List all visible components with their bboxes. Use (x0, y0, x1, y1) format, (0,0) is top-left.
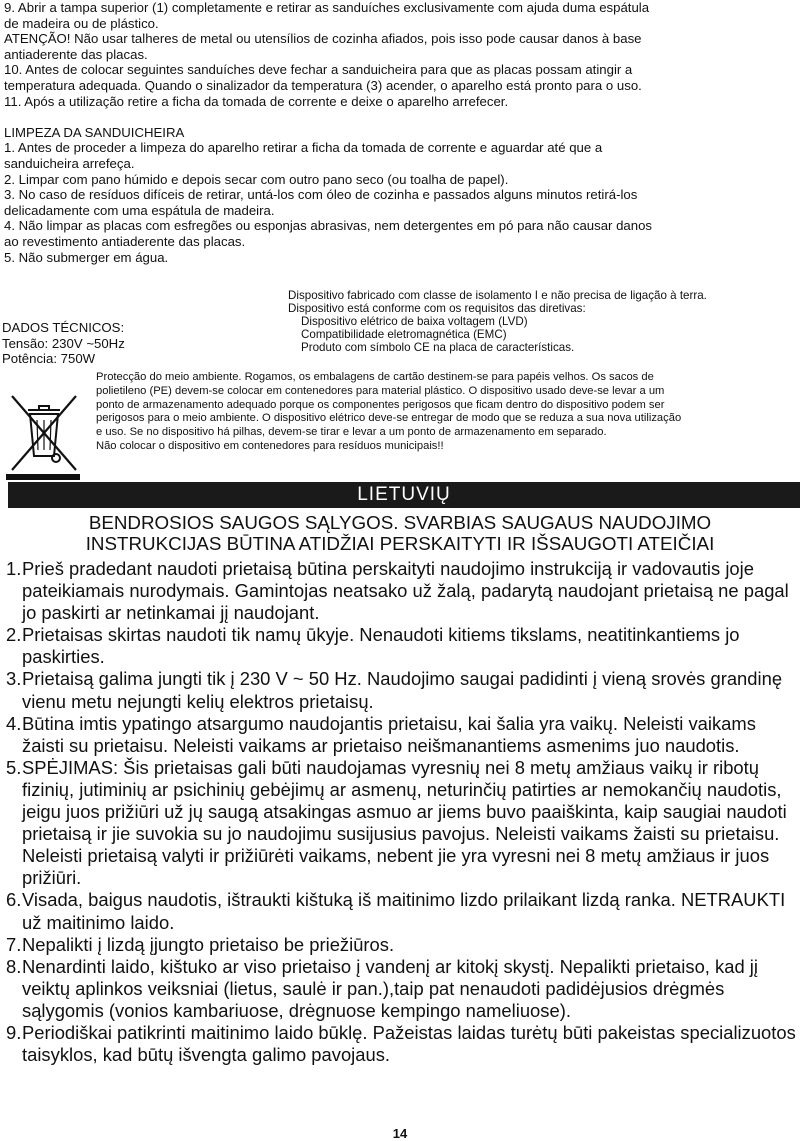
lt-safety-list (6, 558, 798, 1066)
env-line: e uso. Se no dispositivo há pilhas, devem-se tirar e levar a um ponto de armazenamento em separado. (96, 426, 607, 439)
pt-warning: ATENÇÃO! Não usar talheres de metal ou utensílios de cozinha afiados, pois isso pode causar danos à base antiaderente das placas. (4, 31, 642, 62)
lt-title-line-1: BENDROSIOS SAUGOS SĄLYGOS. SVARBIAS SAUGAUS NAUDOJIMO (88, 512, 712, 533)
directive-emc: Compatibilidade eletromagnética (EMC) (301, 327, 507, 341)
tech-power: Potência: 750W (2, 351, 96, 367)
tech-data-block (2, 320, 125, 367)
env-line: ponto de armazenamento adequado porque os componentes perigosos que ficam dentro do dispositivo podem ser (96, 398, 665, 411)
list-item (6, 956, 798, 1022)
env-line: Não colocar o dispositivo em contenedores para resíduos municipais!! (96, 439, 444, 452)
item-text: Prietaisą galima jungti tik į 230 V ~ 50 Hz. Naudojimo saugai padidinti į vieną srovės grandinę vienu metu nejungti kelių elektros prietaisų. (22, 668, 783, 712)
cleaning-heading: LIMPEZA DA SANDUICHEIRA (4, 124, 185, 140)
pt-instructions-block (4, 0, 796, 265)
item-number: 3. (6, 668, 22, 690)
list-item (6, 624, 798, 668)
conformity-block (288, 290, 707, 355)
list-item (6, 1022, 798, 1066)
directive-ce: Produto com símbolo CE na placa de características. (301, 340, 575, 354)
item-text: Visada, baigus naudotis, ištraukti kištuką iš maitinimo lizdo prilaikant lizdą ranka. NETRAUKTI už maitinimo laido. (22, 889, 786, 933)
item-number: 2. (6, 624, 22, 646)
item-text: Prieš pradedant naudoti prietaisą būtina perskaityti naudojimo instrukciją ir vadovautis joje pateikiamais nurodymais. Gamintojas neatsako už žalą, padarytą naudojant prietaisą ne pagal jo paskirti ar netinkamai jį naudojant. (22, 558, 789, 624)
env-line: polietileno (PE) devem-se colocar em contenedores para material plástico. O dispositivo usado deve-se levar a um (96, 384, 665, 397)
list-item (6, 713, 798, 757)
item-number: 9. (6, 1021, 22, 1043)
spacer (4, 109, 796, 125)
item-number: 7. (6, 933, 22, 955)
conformity-line-1: Dispositivo fabricado com classe de isolamento I e não precisa de ligação à terra. (288, 289, 707, 302)
weee-bar (6, 474, 80, 480)
cleaning-item-2: 2. Limpar com pano húmido e depois secar com outro pano seco (ou toalha de papel). (4, 171, 509, 187)
item-number: 5. (6, 756, 22, 778)
lt-title-line-2: INSTRUKCIJAS BŪTINA ATIDŽIAI PERSKAITYTI IR IŠSAUGOTI ATEIČIAI (85, 533, 715, 554)
item-text: Prietaisas skirtas naudoti tik namų ūkyje. Nenaudoti kitiems tikslams, neatitinkantiems jo paskirties. (22, 624, 740, 668)
weee-bin-icon (6, 390, 82, 478)
cleaning-item-5: 5. Não submerger em água. (4, 249, 169, 265)
cleaning-item-4: 4. Não limpar as placas com esfregões ou esponjas abrasivas, nem detergentes em pó para não causar danos ao revestimento antiaderente das placas. (4, 218, 653, 249)
item-text: Nenardinti laido, kištuko ar viso prietaiso į vandenį ar kitokį skystį. Nepalikti prietaiso, kad jį veiktų aplinkos veiksniai (lietus, saulė ir pan.),taip pat nenaudoti padidėjusios drėgmės sąlygomis (vonios kambariuose, drėgnuose kempingo nameliuose). (22, 955, 758, 1021)
pt-item-11: 11. Após a utilização retire a ficha da tomada de corrente e deixe o aparelho arrefecer. (4, 93, 509, 109)
pt-item-10: 10. Antes de colocar seguintes sanduíches deve fechar a sanduicheira para que as placas possam atingir a temperatura adequada. Quando o sinalizador da temperatura (3) acender, o aparelho está pronto para o uso. (4, 62, 642, 93)
env-line: Protecção do meio ambiente. Rogamos, os embalagens de cartão destinem-se para papéis velhos. Os sacos de (96, 371, 654, 383)
item-text: SPĖJIMAS: Šis prietaisas gali būti naudojamas vyresnių nei 8 metų amžiaus vaikų ir ribotų fizinių, jutiminių ar psichinių gebėjimų ar asmenų, neturinčių patirties ar nemokančių naudotis, jeigu juos prižiūri už jų saugą atsakingas asmuo ar jiems buvo paaiškinta, kaip saugiai naudoti prietaisą ir jie suvokia su jo naudojimu susijusius pavojus. Neleisti vaikams žaisti su prietaisu. Neleisti prietaisą valyti ir prižiūrėti vaikams, nebent jie yra vyresni nei 8 metų amžiaus ir juos prižiūri. (22, 756, 787, 889)
item-number: 8. (6, 955, 22, 977)
directive-lvd: Dispositivo elétrico de baixa voltagem (LVD) (301, 314, 528, 328)
list-item (6, 558, 798, 624)
item-text: Periodiškai patikrinti maitinimo laido būklę. Pažeistas laidas turėtų būti pakeistas specializuotos taisyklos, kad būtų išvengta galimo pavojaus. (22, 1021, 796, 1066)
lt-title (0, 512, 800, 554)
environment-block (96, 371, 796, 454)
list-item (6, 889, 798, 933)
cleaning-item-1: 1. Antes de proceder a limpeza do aparelho retirar a ficha da tomada de corrente e aguardar até que a sanduicheira arrefeça. (4, 140, 603, 171)
item-number: 1. (6, 558, 22, 579)
list-item (6, 668, 798, 712)
language-header: LIETUVIŲ (8, 482, 800, 508)
item-text: Nepalikti į lizdą įjungto prietaiso be priežiūros. (22, 933, 395, 955)
item-number: 4. (6, 712, 22, 734)
tech-voltage: Tensão: 230V ~50Hz (2, 335, 125, 351)
tech-heading: DADOS TÉCNICOS: (2, 320, 125, 335)
list-item (6, 934, 798, 956)
cleaning-item-3: 3. No caso de resíduos difíceis de retirar, untá-los com óleo de cozinha e passados alguns minutos retirá-los delicadamente com uma espátula de madeira. (4, 187, 638, 218)
item-number: 6. (6, 889, 22, 911)
list-item (6, 757, 798, 890)
pt-item-9: 9. Abrir a tampa superior (1) completamente e retirar as sanduíches exclusivamente com ajuda duma espátula de madeira ou de plástico. (4, 0, 650, 31)
item-text: Būtina imtis ypatingo atsargumo naudojantis prietaisu, kai šalia yra vaikų. Neleisti vaikams žaisti su prietaisu. Neleisti vaikams ar prietaiso neišmanantiems asmenims juo naudotis. (22, 712, 756, 756)
conformity-line-2: Dispositivo está conforme com os requisitos das diretivas: (288, 301, 586, 315)
page-number: 14 (392, 1126, 408, 1141)
env-line: perigosos para o meio ambiente. O dispositivo elétrico deve-se entregar de modo que se reduza a sua nova utilização (96, 412, 682, 425)
